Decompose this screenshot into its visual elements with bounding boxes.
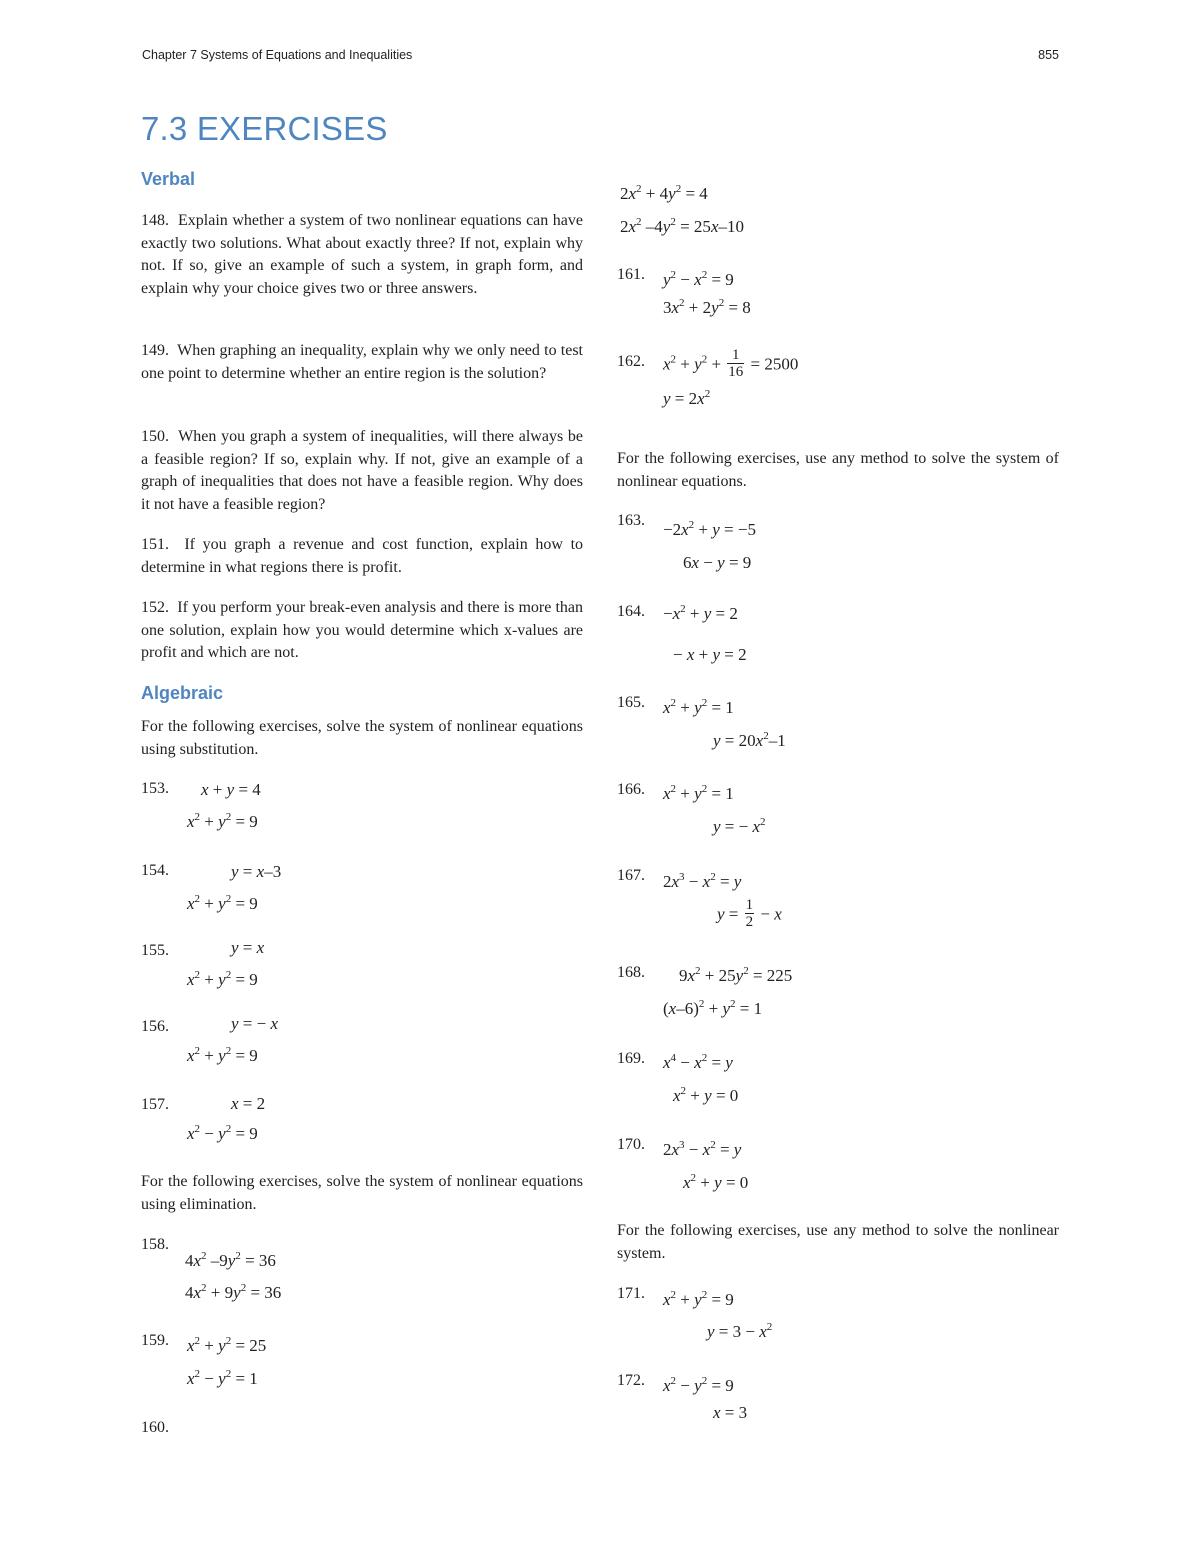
chapter-header: Chapter 7 Systems of Equations and Inequalities — [142, 48, 413, 62]
exercise-number-162: 162. — [617, 353, 645, 370]
equation-170a: $2x^3 - x^2 = y$ — [663, 1139, 742, 1159]
exercise-number-157: 157. — [141, 1096, 169, 1113]
equation-169b: $x^2 + y = 0$ — [673, 1085, 739, 1105]
equation-160b: $2x^2$ $-4y^2 = 25x-10$ — [620, 216, 744, 236]
section-heading-verbal: Verbal — [141, 169, 196, 189]
equation-166a: $x^2 + y^2 = 1$ — [663, 783, 734, 803]
equation-161a: $y^2 - x^2 = 9$ — [663, 269, 734, 289]
exercise-number-168: 168. — [617, 964, 645, 981]
equation-169a: $x^4 - x^2 = y$ — [663, 1052, 733, 1072]
equation-159b: $x^2 - y^2 = 1$ — [187, 1368, 258, 1388]
exercise-text: When graphing an inequality, explain why we only need to test one point to determine whether an entire region is the solution? — [141, 342, 583, 382]
equation-168a: $9x^2 + 25y^2 = 225$ — [679, 965, 793, 985]
exercise-149 — [141, 340, 583, 385]
equation-163a: $-2x^2 + y = -5$ — [663, 519, 756, 539]
equation-167b: y = $\frac{1}{2}$ − x — [717, 897, 782, 930]
equation-161b: $3x^2 + 2y^2 = 8$ — [663, 297, 751, 317]
equation-156a: y = − x — [231, 1014, 279, 1033]
exercise-number-153: 153. — [141, 780, 169, 797]
exercise-number: 150. — [141, 428, 169, 445]
equation-155a: y = x — [231, 938, 265, 957]
equation-164a: $-x^2 + y = 2$ — [663, 603, 738, 623]
equation-165b: $y = 20x^2-1$ — [713, 730, 786, 750]
instruction-elimination: For the following exercises, solve the system of nonlinear equations using elimination. — [141, 1173, 583, 1213]
exercise-number-164: 164. — [617, 603, 645, 620]
equation-167a: $2x^3 - x^2 = y$ — [663, 871, 742, 891]
exercise-number-160: 160. — [141, 1419, 169, 1436]
instruction-substitution: For the following exercises, solve the system of nonlinear equations using substitution. — [141, 718, 583, 758]
equation-153a: x + y = 4 — [201, 780, 261, 799]
equation-166b: y = − $x^2$ — [713, 816, 766, 836]
exercise-number-154: 154. — [141, 862, 169, 879]
exercise-number-163: 163. — [617, 512, 645, 529]
exercise-text: If you graph a revenue and cost function, explain how to determine in what regions there is profit. — [141, 536, 584, 576]
exercise-150 — [141, 426, 583, 516]
equation-168b: $(x-6)^2 + y^2 = 1$ — [663, 998, 763, 1018]
page-title: 7.3 EXERCISES — [141, 110, 388, 147]
exercise-number-169: 169. — [617, 1050, 645, 1067]
exercise-number-167: 167. — [617, 867, 645, 884]
equation-164b: − x + y = 2 — [673, 645, 747, 664]
equation-154b: $x^2 + y^2 = 9$ — [187, 893, 258, 913]
equation-171a: $x^2 + y^2 = 9$ — [663, 1289, 734, 1309]
exercise-151 — [141, 534, 583, 579]
equation-171b: $y = 3 - x^2$ — [707, 1321, 773, 1341]
equation-159a: $x^2 + y^2 = 25$ — [187, 1335, 267, 1355]
equation-165a: $x^2 + y^2 = 1$ — [663, 697, 734, 717]
exercise-number-158: 158. — [141, 1236, 169, 1253]
equation-162a: $x^2 + y^2$ + $\frac{1}{16}$ = 2500 — [663, 347, 799, 380]
equation-162b: $y = 2x^2$ — [663, 388, 711, 408]
equation-170b: $x^2 + y = 0$ — [683, 1172, 749, 1192]
exercise-number-172: 172. — [617, 1372, 645, 1389]
exercise-number-156: 156. — [141, 1018, 169, 1035]
equation-158a: $4x^2$ $-9y^2 = 36$ — [185, 1250, 276, 1270]
fraction: $\frac{1}{16}$ — [728, 347, 744, 380]
instruction-any-method-system: For the following exercises, use any method to solve the nonlinear system. — [617, 1222, 1059, 1262]
instruction-any-method-equations: For the following exercises, use any method to solve the system of nonlinear equations. — [617, 450, 1059, 490]
equation-157a: x = 2 — [231, 1094, 266, 1113]
exercise-number-165: 165. — [617, 694, 645, 711]
equation-160a: $2x^2 + 4y^2 = 4$ — [620, 183, 708, 203]
exercise-148 — [141, 210, 583, 300]
exercise-number: 151. — [141, 536, 169, 553]
exercise-number-155: 155. — [141, 942, 169, 959]
exercise-number-166: 166. — [617, 781, 645, 798]
exercise-text: Explain whether a system of two nonlinear equations can have exactly two solutions. What about exactly three? If not, explain why not. If so, give an example of such a system, in graph form, and explain why your choice gives two or three answers. — [141, 212, 583, 297]
exercise-number: 152. — [141, 599, 169, 616]
page-number: 855 — [1038, 48, 1059, 62]
equation-157b: $x^2 - y^2 = 9$ — [187, 1123, 258, 1143]
equation-155b: $x^2 + y^2 = 9$ — [187, 969, 258, 989]
equation-172a: $x^2 - y^2 = 9$ — [663, 1375, 734, 1395]
exercise-number-170: 170. — [617, 1136, 645, 1153]
equation-172b: x = 3 — [713, 1403, 748, 1422]
equation-156b: $x^2 + y^2 = 9$ — [187, 1045, 258, 1065]
exercise-text: When you graph a system of inequalities, will there always be a feasible region? If so, explain why. If not, give an example of a graph of inequalities that does not have a feasible region. Why does it not have a feasible region? — [141, 428, 583, 513]
exercise-text: If you perform your break-even analysis and there is more than one solution, explain how you would determine which x-values are profit and which are not. — [141, 599, 584, 661]
equation-158b: $4x^2 + 9y^2 = 36$ — [185, 1282, 282, 1302]
exercise-number: 149. — [141, 342, 169, 359]
exercise-number-159: 159. — [141, 1332, 169, 1349]
equation-154a: y = x–3 — [231, 862, 282, 881]
equation-153b: $x^2 + y^2 = 9$ — [187, 811, 258, 831]
exercise-number: 148. — [141, 212, 169, 229]
equation-163b: 6x − y = 9 — [683, 553, 752, 572]
exercise-number-161: 161. — [617, 266, 645, 283]
exercise-number-171: 171. — [617, 1285, 645, 1302]
section-heading-algebraic: Algebraic — [141, 683, 224, 703]
fraction: $\frac{1}{2}$ — [745, 897, 754, 930]
exercise-152 — [141, 597, 583, 665]
